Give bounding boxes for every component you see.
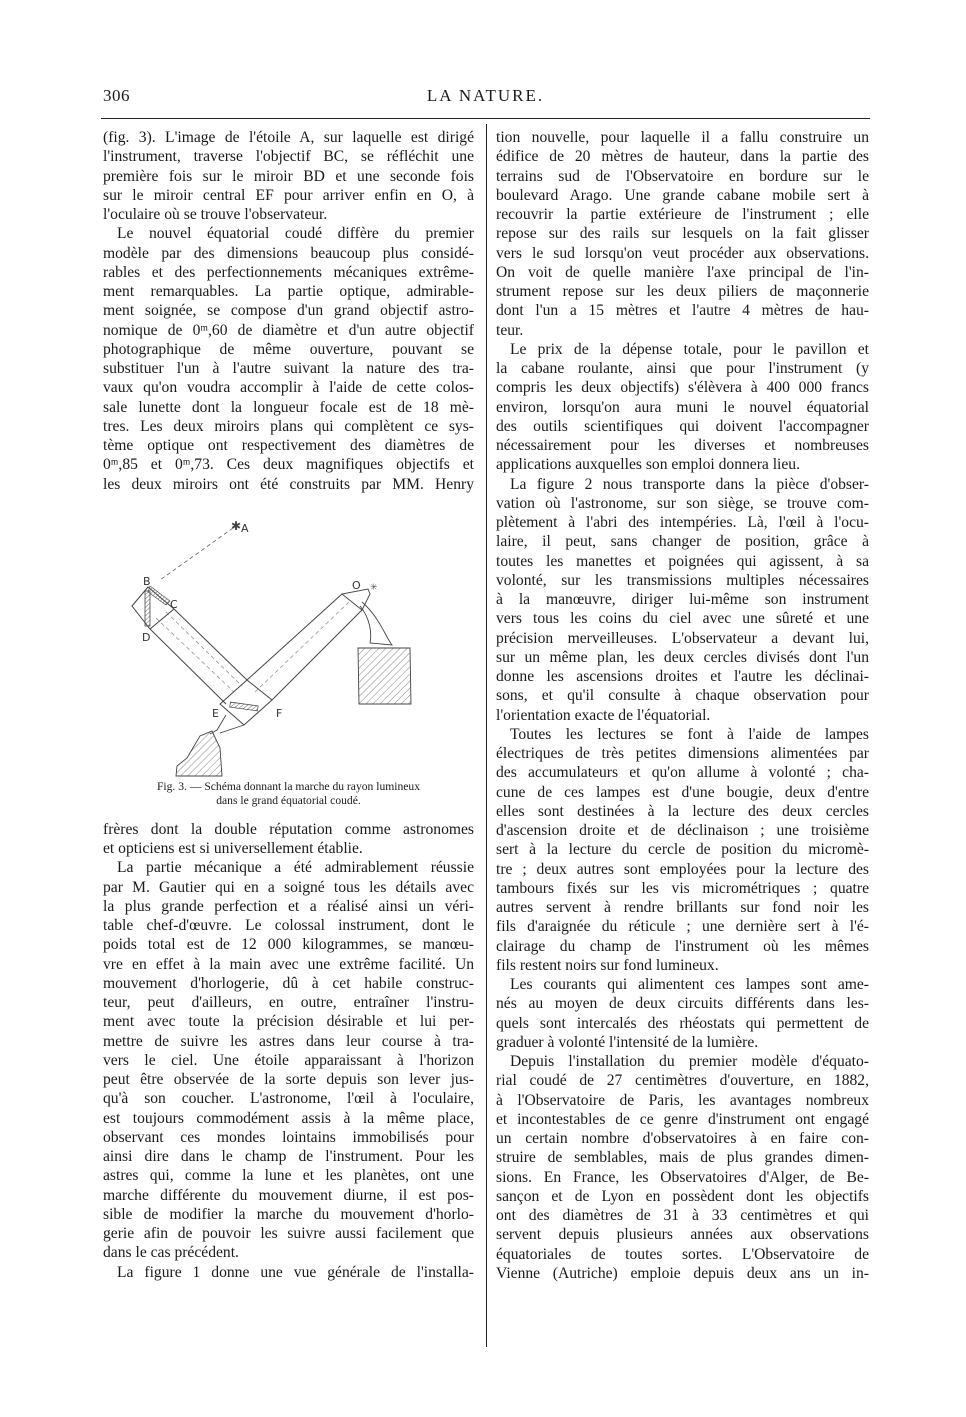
text-line: sur le miroir central EF pour arriver enfin en O, à <box>103 186 474 204</box>
text-line: Les courants qui alimentent ces lampes sont ame- <box>510 976 869 993</box>
text-line: première fois sur le miroir BD et une seconde fois <box>103 167 474 185</box>
text-line: laire, il peut, sans changer de position, grâce à <box>496 533 869 551</box>
text-line: applications auxquelles son emploi donnera lieu. <box>496 456 801 474</box>
text-line: repose sur des rails sur lesquels on la fait glisser <box>496 225 869 243</box>
text-line: cune de ces lampes est d'une bougie, deux d'entre <box>496 783 869 801</box>
tube-upper-edge <box>174 609 247 680</box>
text-line: sançon et de Lyon en possèdent dont les objectifs <box>496 1187 869 1205</box>
figure-3 <box>103 508 474 780</box>
text-line: l'instrument, traverse l'objectif BC, se réfléchit une <box>103 148 474 166</box>
text-line: ment remarquables. La partie optique, admirable- <box>103 283 474 300</box>
observer-eye-icon: ✳ <box>370 582 378 593</box>
text-line: vaux qu'on voudra accomplir à l'aide de cette colos- <box>103 379 474 397</box>
label-a: A <box>241 521 249 535</box>
text-line: ment avec toute la précision désirable et lui per- <box>103 1013 474 1031</box>
polar-tube-upper <box>247 594 342 680</box>
text-line: boulevard Arago. Une grande cabane mobile sert à <box>496 186 869 204</box>
text-line: teur, peut d'ailleurs, en outre, entraîner l'instru- <box>103 994 474 1011</box>
text-line: vation où l'astronome, sur son siège, se trouve com- <box>496 494 869 512</box>
text-line: poids total est de 12 000 kilogrammes, se manœu- <box>103 936 474 954</box>
column-divider <box>486 124 487 1347</box>
text-line: substituer l'un à l'autre suivant la nature des tra- <box>103 360 474 377</box>
label-e: E <box>212 706 219 720</box>
text-line: la plus grande perfection et a réalisé ainsi un véri- <box>103 897 474 915</box>
caption-line-1: Fig. 3. — Schéma donnant la marche du rayon lumineux <box>156 779 421 793</box>
text-line: tème optique ont respectivement des diamètres de <box>103 437 474 454</box>
text-line: tambours fixés sur les vis micrométriques ; quatre <box>496 879 869 897</box>
text-line: compris les deux objectifs) s'élèvera à 400 000 francs <box>496 379 869 397</box>
text-line: tres. Les deux miroirs plans qui complètent ce sys- <box>103 417 474 435</box>
text-line: terrains sud de l'Observatoire en bordure sur le <box>496 167 869 185</box>
polar-ray <box>255 601 350 692</box>
text-line: sert à la lecture du cercle de position du micromè- <box>496 841 869 859</box>
upper-pillar-support <box>360 602 392 645</box>
text-line: peut être observée de la sorte depuis son lever jus- <box>103 1071 474 1088</box>
text-line: à l'Observatoire de Paris, les avantages nombreux <box>496 1091 869 1109</box>
text-line: d'ascension droite et de déclinaison ; une troisième <box>496 822 869 839</box>
text-line: édifice de 20 mètres de hauteur, dans la partie des <box>496 148 869 166</box>
text-line: tre ; deux autres sont employées pour la lecture des <box>496 860 869 878</box>
text-line: Le prix de la dépense totale, pour le pavillon et <box>510 340 869 358</box>
text-line: sible de modifier la marche du mouvement d'horlo- <box>103 1205 474 1223</box>
eyepiece <box>342 589 370 610</box>
text-line: photographique de même ouverture, pouvant se <box>103 340 474 358</box>
text-line: observant ces mondes lointains immobilisés pour <box>103 1128 474 1146</box>
running-title: LA NATURE. <box>426 86 545 105</box>
text-line: strument repose sur les deux piliers de maçonnerie <box>496 283 869 300</box>
text-line: des accumulateurs et qu'on allume à volonté ; cha- <box>496 764 869 782</box>
lower-pillar <box>176 731 222 776</box>
text-line: fils d'araignée du réticule ; une dernière sert à l'é- <box>496 918 869 936</box>
text-line: la cabane roulante, ainsi que pour l'instrument (y <box>496 360 869 377</box>
text-line: Le nouvel équatorial coudé diffère du premier <box>117 225 474 243</box>
text-line: ainsi dire dans le champ de l'instrument. Pour les <box>103 1148 474 1165</box>
right-column <box>496 128 869 1283</box>
caption-line-2: dans le grand équatorial coudé. <box>216 793 361 807</box>
text-line: l'oculaire où se trouve l'observateur. <box>103 206 328 223</box>
text-line: des outils scientifiques qui doivent l'accompagner <box>496 417 869 435</box>
text-line: autres servent à rendre brillants sur fond noir les <box>496 899 869 916</box>
label-c: C <box>170 597 178 611</box>
text-line: struire de semblables, mais de plus grandes dimen- <box>496 1149 869 1167</box>
polar-tube-lower <box>272 610 362 700</box>
text-line: mettre de suivre les astres dans leur course à tra- <box>103 1032 474 1050</box>
text-line: mouvement d'horlogerie, dû à cet habile construc- <box>103 974 474 992</box>
text-line: La figure 2 nous transporte dans la pièce d'obser- <box>510 475 869 493</box>
text-line: gerie afin de pouvoir les suivre aussi facilement que <box>103 1225 474 1242</box>
text-line: teur. <box>496 321 524 339</box>
text-line: sons, et qu'il consulte à chaque observation pour <box>496 687 869 705</box>
text-line: un certain nombre d'observatoires à en faire con- <box>496 1130 869 1147</box>
text-line: nomique de 0ᵐ,60 de diamètre et d'un autre objectif <box>103 321 474 339</box>
text-line: qu'à son coucher. L'astronome, l'œil à l'oculaire, <box>103 1090 474 1108</box>
text-line: fils restent noirs sur fond lumineux. <box>496 956 719 974</box>
label-d: D <box>142 630 151 644</box>
label-f: F <box>276 706 283 720</box>
text-line: elles sont destinées à la lecture des deux cercles <box>496 802 869 820</box>
text-line: électriques de très petites dimensions alimentées par <box>496 745 869 762</box>
text-line: sions. En France, les Observatoires d'Alger, de Be- <box>496 1168 869 1186</box>
text-line: sur un même plan, les deux cercles divisés dont l'un <box>496 648 869 666</box>
text-line: est toujours commodément assis à la même place, <box>103 1109 474 1127</box>
header-rule <box>101 118 870 119</box>
text-line: Vienne (Autriche) emploie depuis deux ans un in- <box>496 1264 869 1282</box>
text-line: les deux miroirs ont été construits par MM. Henry <box>103 475 474 493</box>
page-header <box>103 86 868 110</box>
text-line: vers le ciel. Une étoile apparaissant à l'horizon <box>103 1051 474 1069</box>
text-line: toutes les manettes et poignées qui agissent, à sa <box>496 552 869 570</box>
label-b: B <box>143 574 151 588</box>
upper-pillar <box>358 648 411 704</box>
optical-path-diagram <box>130 508 450 780</box>
text-line: vre en effet à la main avec une extrême facilité. Un <box>103 955 474 973</box>
text-line: tion nouvelle, pour laquelle il a fallu construire un <box>496 129 869 146</box>
text-line: Toutes les lectures se font à l'aide de lampes <box>510 725 869 743</box>
objective-bc <box>148 586 170 605</box>
text-line: ont des diamètres de 31 à 33 centimètres et qui <box>496 1207 869 1224</box>
text-line: rables et des perfectionnements mécaniques extrême- <box>103 263 474 281</box>
text-line: et incontestables de ce genre d'instrument ont engagé <box>496 1110 869 1128</box>
text-line: par M. Gautier qui en a soigné tous les détails avec <box>103 878 474 896</box>
text-line: précision merveilleuses. L'observateur a devant lui, <box>496 629 869 647</box>
text-line: quels sont intercalés des rhéostats qui permettent de <box>496 1014 869 1032</box>
text-line: vers tous les coins du ciel avec une sûreté et une <box>496 610 869 628</box>
star-a-icon: ✱ <box>231 518 242 533</box>
text-line: graduer à volonté l'intensité de la lumière. <box>496 1033 759 1051</box>
text-line: clairage du champ de l'instrument où les mêmes <box>496 937 869 955</box>
text-line: marche différente du mouvement diurne, il est pos- <box>103 1186 474 1204</box>
text-line: donne les ascensions droites et l'autre les déclinai- <box>496 668 869 685</box>
text-line: et opticiens est si universellement établie. <box>103 840 363 857</box>
incoming-ray <box>160 528 233 580</box>
text-line: à la manœuvre, diriger lui-même son instrument <box>496 591 869 608</box>
text-line: l'orientation exacte de l'équatorial. <box>496 706 711 724</box>
label-o: O <box>352 578 361 592</box>
text-line: ment soignée, se compose d'un grand objectif astro- <box>103 302 474 320</box>
text-line: On voit de quelle manière l'axe principal de l'in- <box>496 263 869 281</box>
right-text-block <box>496 128 869 1283</box>
figure-caption <box>103 780 474 808</box>
text-line: dont l'un a 15 mètres et l'autre 4 mètres de hau- <box>496 302 869 320</box>
text-line: plètement à l'abri des intempéries. Là, l'œil à l'ocu- <box>496 514 869 531</box>
mirror-bd <box>145 591 150 626</box>
text-line: table chef-d'œuvre. Le colossal instrument, dont le <box>103 917 474 934</box>
text-line: vers le sud lorsqu'on veut procéder aux observations. <box>496 244 869 262</box>
text-line: 0ᵐ,85 et 0ᵐ,73. Ces deux magnifiques objectifs et <box>103 456 474 474</box>
text-line: équatoriales de toutes sortes. L'Observatoire de <box>496 1245 869 1263</box>
text-line: nécessairement pour les diverses et nombreuses <box>496 437 869 454</box>
text-line: frères dont la double réputation comme astronomes <box>103 820 474 838</box>
text-line: dans le cas précédent. <box>103 1244 239 1262</box>
text-line: La figure 1 donne une vue générale de l'installa- <box>117 1263 474 1281</box>
mirror-ef <box>230 702 258 711</box>
text-line: Depuis l'installation du premier modèle d'équato- <box>510 1053 869 1070</box>
text-line: astres qui, comme la lune et les planètes, ont une <box>103 1167 474 1185</box>
text-line: modèle par des dimensions beaucoup plus considé- <box>103 244 474 262</box>
left-text-block-1 <box>103 128 474 494</box>
text-line: environ, lorsqu'on aura muni le nouvel équatorial <box>496 398 869 416</box>
text-line: (fig. 3). L'image de l'étoile A, sur laquelle est dirigé <box>103 129 474 146</box>
left-column <box>103 128 474 1282</box>
text-line: volonté, sur les transmissions multiples nécessaires <box>496 571 869 589</box>
text-line: nés au moyen de deux circuits différents dans les- <box>496 995 869 1013</box>
text-line: servent depuis plusieurs années aux observations <box>496 1226 869 1244</box>
page-number: 306 <box>103 86 130 105</box>
tube-ray-2 <box>166 612 242 686</box>
text-line: recouvrir la partie extérieure de l'instrument ; elle <box>496 206 869 223</box>
text-line: rial coudé de 27 centimètres d'ouverture, en 1882, <box>496 1072 869 1090</box>
elbow-box <box>220 680 272 725</box>
left-text-block-2 <box>103 820 474 1282</box>
text-line: sale lunette dont la longueur focale est de 18 mè- <box>103 398 474 416</box>
text-line: La partie mécanique a été admirablement réussie <box>117 859 474 877</box>
tube-lower-edge <box>150 629 226 704</box>
